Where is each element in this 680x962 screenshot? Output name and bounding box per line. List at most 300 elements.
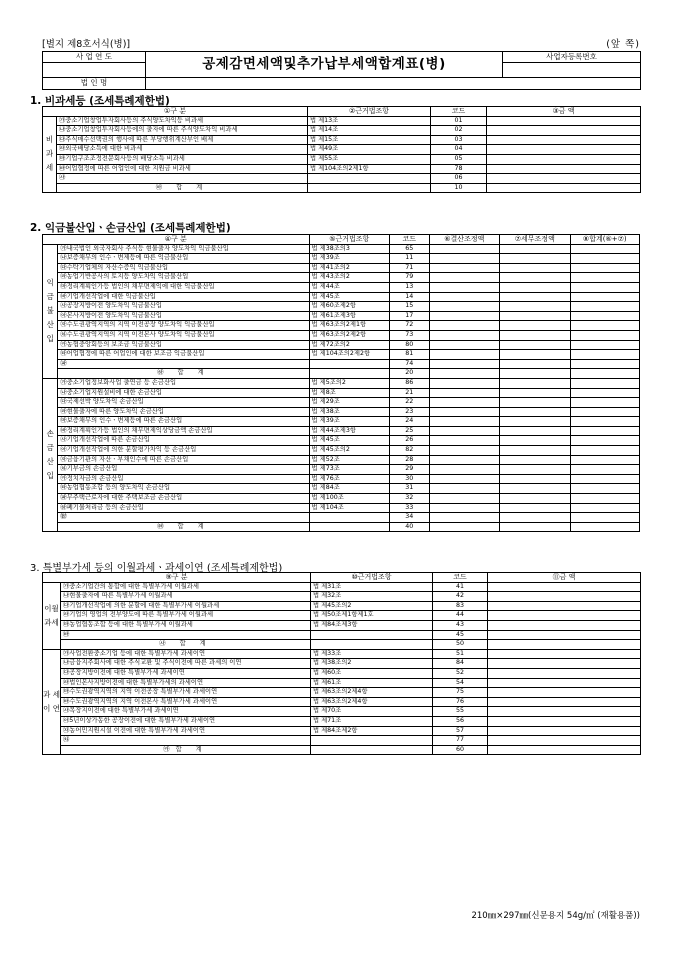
amount-cell[interactable] bbox=[500, 417, 570, 427]
col-header: ④구 분 bbox=[43, 235, 310, 245]
amount-cell[interactable] bbox=[570, 455, 639, 465]
table-row bbox=[43, 474, 640, 484]
col-header: ⑧합계(⑥+⑦) bbox=[570, 235, 639, 245]
header-table bbox=[42, 51, 641, 90]
amount-cell[interactable] bbox=[488, 649, 641, 659]
row-item: ㉰국제선박 양도차익 손금산입 bbox=[58, 398, 309, 408]
row-code: 82 bbox=[389, 446, 429, 456]
section2-table bbox=[42, 234, 640, 532]
amount-cell[interactable] bbox=[429, 465, 499, 475]
amount-cell[interactable] bbox=[429, 369, 499, 379]
amount-cell[interactable] bbox=[500, 263, 570, 273]
total-label: ㉸합 계 bbox=[61, 745, 311, 755]
row-item: ㉲정리계획인가등 법인의 채무면제익에 대한 익금불산입 bbox=[58, 282, 309, 292]
row-code: 57 bbox=[433, 726, 488, 736]
table-row bbox=[43, 254, 640, 264]
row-law: 법 제33조 bbox=[311, 649, 433, 659]
table-row bbox=[43, 350, 640, 360]
amount-cell[interactable] bbox=[570, 350, 639, 360]
amount-cell[interactable] bbox=[429, 474, 499, 484]
row-item: ㉮중소기업창업투자회사등의 주식양도차익등 비과세 bbox=[57, 116, 308, 126]
row-item: ㉱기업의 영업의 전부양도에 따른 특별부가세 이월과세 bbox=[61, 611, 311, 621]
table-row bbox=[43, 302, 640, 312]
table-row bbox=[43, 359, 640, 369]
row-law: 법 제49조 bbox=[308, 145, 431, 155]
amount-cell[interactable] bbox=[488, 659, 641, 669]
amount-cell[interactable] bbox=[487, 164, 641, 174]
row-code: 60 bbox=[433, 745, 488, 755]
amount-cell[interactable] bbox=[500, 446, 570, 456]
amount-cell[interactable] bbox=[429, 244, 499, 254]
row-item: ㉱현물출자에 따른 양도차익 손금산입 bbox=[58, 407, 309, 417]
row-law: 법 제38조의2 bbox=[311, 659, 433, 669]
amount-cell[interactable] bbox=[429, 494, 499, 504]
row-item: ㉯보증채무의 인수ㆍ변제등에 따른 익금불산입 bbox=[58, 254, 309, 264]
row-code: 23 bbox=[389, 407, 429, 417]
row-group-label: 익 금 불 산 입 bbox=[43, 244, 58, 378]
row-item: ㉳ bbox=[61, 630, 311, 640]
bizno-field[interactable] bbox=[503, 63, 641, 78]
row-code: 52 bbox=[433, 668, 488, 678]
amount-cell[interactable] bbox=[500, 455, 570, 465]
col-header: 코드 bbox=[431, 107, 487, 117]
row-code: 21 bbox=[389, 388, 429, 398]
table-row bbox=[43, 446, 640, 456]
table-row bbox=[43, 611, 641, 621]
row-item: ㉮중소기업정보화사업 출연금 등 손금산입 bbox=[58, 378, 309, 388]
amount-cell[interactable] bbox=[570, 292, 639, 302]
col-header: ①구 분 bbox=[43, 107, 308, 117]
amount-cell[interactable] bbox=[570, 484, 639, 494]
amount-cell[interactable] bbox=[488, 640, 641, 650]
row-law: 법 제60조제2항 bbox=[309, 302, 389, 312]
row-item: ㉳수도권광역지역의 지역 이전본사 특별부가세 과세이연 bbox=[61, 697, 311, 707]
amount-cell[interactable] bbox=[488, 620, 641, 630]
row-item: ㉰기업개선작업에 의한 분할에 대한 특별부가세 이월과세 bbox=[61, 601, 311, 611]
amount-cell[interactable] bbox=[429, 292, 499, 302]
amount-cell[interactable] bbox=[488, 726, 641, 736]
row-code: 06 bbox=[431, 174, 487, 184]
amount-cell[interactable] bbox=[500, 282, 570, 292]
col-header: ⑦세무조정액 bbox=[500, 235, 570, 245]
total-row bbox=[43, 522, 640, 532]
table-row bbox=[43, 649, 641, 659]
amount-cell[interactable] bbox=[570, 446, 639, 456]
amount-cell[interactable] bbox=[429, 513, 499, 523]
col-header: ③금 액 bbox=[487, 107, 641, 117]
amount-cell[interactable] bbox=[487, 183, 641, 193]
row-item: ㉯중소기업창업투자회사등에의 출자에 따른 주식양도차익 비과세 bbox=[57, 126, 308, 136]
row-code: 10 bbox=[431, 183, 487, 193]
row-law bbox=[309, 513, 389, 523]
row-code: 45 bbox=[433, 630, 488, 640]
amount-cell[interactable] bbox=[429, 311, 499, 321]
col-header: 코드 bbox=[389, 235, 429, 245]
row-code: 15 bbox=[389, 302, 429, 312]
amount-cell[interactable] bbox=[429, 340, 499, 350]
amount-cell[interactable] bbox=[488, 745, 641, 755]
amount-cell[interactable] bbox=[429, 398, 499, 408]
amount-cell[interactable] bbox=[570, 407, 639, 417]
row-code: 11 bbox=[389, 254, 429, 264]
table-row bbox=[43, 582, 641, 592]
amount-cell[interactable] bbox=[500, 254, 570, 264]
row-code: 31 bbox=[389, 484, 429, 494]
amount-cell[interactable] bbox=[429, 503, 499, 513]
row-item: ㉯중소기업지원설비에 대한 손금산입 bbox=[58, 388, 309, 398]
row-item: ㉰주식매수선택권의 행사에 따른 부당행위계산부인 배제 bbox=[57, 135, 308, 145]
amount-cell[interactable] bbox=[570, 522, 639, 532]
row-code: 01 bbox=[431, 116, 487, 126]
section3-table bbox=[42, 572, 641, 755]
amount-cell[interactable] bbox=[570, 340, 639, 350]
amount-cell[interactable] bbox=[488, 716, 641, 726]
row-item: ㉵5년이상가동한 공장이전에 대한 특별부가세 과세이연 bbox=[61, 716, 311, 726]
row-item: ㉳정리계획인가등 법인의 채무면제익상당금액 손금산입 bbox=[58, 426, 309, 436]
amount-cell[interactable] bbox=[570, 321, 639, 331]
row-code: 77 bbox=[433, 736, 488, 746]
year-field[interactable] bbox=[43, 63, 146, 78]
row-law: 법 제39조 bbox=[309, 417, 389, 427]
amount-cell[interactable] bbox=[500, 321, 570, 331]
col-header: ⑤근거법조항 bbox=[309, 235, 389, 245]
amount-cell[interactable] bbox=[429, 302, 499, 312]
total-row bbox=[43, 183, 641, 193]
row-item: ㉸정치자금의 손금산입 bbox=[58, 474, 309, 484]
bizno-label: 사업자등록번호 bbox=[503, 52, 641, 63]
amount-cell[interactable] bbox=[487, 126, 641, 136]
row-code: 41 bbox=[433, 582, 488, 592]
row-law: 법 제84조제2항 bbox=[311, 726, 433, 736]
row-code: 86 bbox=[389, 378, 429, 388]
amount-cell[interactable] bbox=[487, 135, 641, 145]
amount-cell[interactable] bbox=[500, 503, 570, 513]
amount-cell[interactable] bbox=[429, 359, 499, 369]
row-item: ㉲보증채무의 인수ㆍ변제등에 따른 손금산입 bbox=[58, 417, 309, 427]
amount-cell[interactable] bbox=[429, 484, 499, 494]
row-law: 법 제84조 bbox=[309, 484, 389, 494]
row-law bbox=[309, 522, 389, 532]
amount-cell[interactable] bbox=[488, 736, 641, 746]
row-item: ㉰수탁기업체의 자산수증익 익금불산입 bbox=[58, 263, 309, 273]
row-law: 법 제84조제3항 bbox=[311, 620, 433, 630]
row-group-label: 이월 과세 bbox=[43, 582, 61, 649]
table-row bbox=[43, 513, 640, 523]
table-row bbox=[43, 292, 640, 302]
row-code: 50 bbox=[433, 640, 488, 650]
row-item: ㉶수도권광역지역의 지역 이전공장 양도차익 익금불산입 bbox=[58, 321, 309, 331]
amount-cell[interactable] bbox=[500, 311, 570, 321]
row-law: 법 제32조 bbox=[311, 592, 433, 602]
amount-cell[interactable] bbox=[500, 292, 570, 302]
amount-cell[interactable] bbox=[570, 311, 639, 321]
section3-heading: 3. 특별부가세 등의 이월과세ㆍ과세이연 (조세특례제한법) bbox=[30, 563, 283, 574]
total-row bbox=[43, 640, 641, 650]
row-item: ㉴공장지방이전 양도차익 익금불산입 bbox=[58, 302, 309, 312]
row-law: 법 제61조 bbox=[311, 678, 433, 688]
amount-cell[interactable] bbox=[487, 116, 641, 126]
amount-cell[interactable] bbox=[429, 273, 499, 283]
table-row bbox=[43, 736, 641, 746]
amount-cell[interactable] bbox=[500, 388, 570, 398]
amount-cell[interactable] bbox=[429, 282, 499, 292]
amount-cell[interactable] bbox=[500, 359, 570, 369]
row-group-label: 과 세 이 연 bbox=[43, 649, 61, 755]
amount-cell[interactable] bbox=[500, 484, 570, 494]
col-header: ⑩근거법조항 bbox=[311, 573, 433, 583]
row-item: ㉷기부금의 손금산입 bbox=[58, 465, 309, 475]
row-code: 78 bbox=[431, 164, 487, 174]
row-law: 법 제55조 bbox=[308, 154, 431, 164]
row-law: 법 제29조 bbox=[309, 398, 389, 408]
amount-cell[interactable] bbox=[500, 302, 570, 312]
row-code: 81 bbox=[389, 350, 429, 360]
amount-cell[interactable] bbox=[570, 244, 639, 254]
row-law: 법 제104조의2제2항 bbox=[309, 350, 389, 360]
row-item: ㉳어업협정에 따른 어업인에 대한 지원금 비과세 bbox=[57, 164, 308, 174]
amount-cell[interactable] bbox=[429, 263, 499, 273]
amount-cell[interactable] bbox=[570, 474, 639, 484]
amount-cell[interactable] bbox=[488, 678, 641, 688]
amount-cell[interactable] bbox=[500, 426, 570, 436]
row-item: ㉲농업협동조합 등에 대한 특별부가세 이월과세 bbox=[61, 620, 311, 630]
table-row bbox=[43, 484, 640, 494]
row-law: 법 제38조의3 bbox=[309, 244, 389, 254]
row-code: 26 bbox=[389, 436, 429, 446]
amount-cell[interactable] bbox=[500, 273, 570, 283]
table-row bbox=[43, 273, 640, 283]
amount-cell[interactable] bbox=[500, 330, 570, 340]
table-row bbox=[43, 116, 641, 126]
row-code: 76 bbox=[433, 697, 488, 707]
table-row bbox=[43, 311, 640, 321]
amount-cell[interactable] bbox=[429, 378, 499, 388]
table-row bbox=[43, 426, 640, 436]
col-header: ⑪금 액 bbox=[488, 573, 641, 583]
table-row bbox=[43, 398, 640, 408]
amount-cell[interactable] bbox=[500, 494, 570, 504]
amount-cell[interactable] bbox=[570, 254, 639, 264]
amount-cell[interactable] bbox=[487, 145, 641, 155]
amount-cell[interactable] bbox=[500, 465, 570, 475]
form-title: 공제감면세액및추가납부세액합계표(병) bbox=[146, 52, 503, 78]
row-law: 법 제39조 bbox=[309, 254, 389, 264]
row-item: ㉵본사지방이전 양도차익 익금불산입 bbox=[58, 311, 309, 321]
row-law: 법 제45조의2 bbox=[309, 446, 389, 456]
row-law bbox=[311, 630, 433, 640]
amount-cell[interactable] bbox=[429, 321, 499, 331]
row-code: 29 bbox=[389, 465, 429, 475]
amount-cell[interactable] bbox=[500, 350, 570, 360]
row-code: 24 bbox=[389, 417, 429, 427]
row-code: 51 bbox=[433, 649, 488, 659]
amount-cell[interactable] bbox=[488, 630, 641, 640]
amount-cell[interactable] bbox=[570, 330, 639, 340]
amount-cell[interactable] bbox=[570, 398, 639, 408]
row-law: 법 제5조의2 bbox=[309, 378, 389, 388]
row-law: 법 제45조의2 bbox=[311, 601, 433, 611]
amount-cell[interactable] bbox=[488, 592, 641, 602]
amount-cell[interactable] bbox=[500, 398, 570, 408]
row-law: 법 제38조 bbox=[309, 407, 389, 417]
row-law: 법 제104조의2제1항 bbox=[308, 164, 431, 174]
amount-cell[interactable] bbox=[429, 446, 499, 456]
table-row bbox=[43, 145, 641, 155]
table-row bbox=[43, 659, 641, 669]
amount-cell[interactable] bbox=[488, 707, 641, 717]
table-row bbox=[43, 678, 641, 688]
row-item: ㉷ bbox=[61, 736, 311, 746]
table-row bbox=[43, 282, 640, 292]
row-law: 법 제45조 bbox=[309, 292, 389, 302]
row-item: ㉯현물출자에 따른 특별부가세 이월과세 bbox=[61, 592, 311, 602]
row-item: ㉰공장지방이전에 대한 특별부가세 과세이연 bbox=[61, 668, 311, 678]
col-header: ②근거법조항 bbox=[308, 107, 431, 117]
amount-cell[interactable] bbox=[570, 426, 639, 436]
amount-cell[interactable] bbox=[570, 513, 639, 523]
row-item: ㉴목장지이전에 대한 특별부가세 과세이연 bbox=[61, 707, 311, 717]
amount-cell[interactable] bbox=[570, 273, 639, 283]
row-code: 02 bbox=[431, 126, 487, 136]
row-item: ㉴기업개선작업에 따른 손금산입 bbox=[58, 436, 309, 446]
row-code: 14 bbox=[389, 292, 429, 302]
amount-cell[interactable] bbox=[429, 407, 499, 417]
row-item: ㉱농업기반공사의 토지등 양도차익 익금불산입 bbox=[58, 273, 309, 283]
amount-cell[interactable] bbox=[500, 340, 570, 350]
row-code: 40 bbox=[389, 522, 429, 532]
amount-cell[interactable] bbox=[429, 254, 499, 264]
col-header: 코드 bbox=[433, 573, 488, 583]
amount-cell[interactable] bbox=[429, 417, 499, 427]
page-side: (앞 쪽) bbox=[606, 39, 640, 50]
amount-cell[interactable] bbox=[500, 513, 570, 523]
amount-cell[interactable] bbox=[570, 465, 639, 475]
row-law: 법 제50조제1항제1호 bbox=[311, 611, 433, 621]
table-row bbox=[43, 455, 640, 465]
amount-cell[interactable] bbox=[429, 350, 499, 360]
amount-cell[interactable] bbox=[488, 582, 641, 592]
amount-cell[interactable] bbox=[488, 668, 641, 678]
amount-cell[interactable] bbox=[570, 282, 639, 292]
col-header: ⑥결산조정액 bbox=[429, 235, 499, 245]
row-code: 72 bbox=[389, 321, 429, 331]
amount-cell[interactable] bbox=[570, 263, 639, 273]
table-row bbox=[43, 630, 641, 640]
table-row bbox=[43, 321, 640, 331]
amount-cell[interactable] bbox=[429, 522, 499, 532]
row-code: 05 bbox=[431, 154, 487, 164]
row-law: 법 제73조 bbox=[309, 465, 389, 475]
amount-cell[interactable] bbox=[570, 388, 639, 398]
table-row bbox=[43, 503, 640, 513]
row-code: 04 bbox=[431, 145, 487, 155]
amount-cell[interactable] bbox=[500, 244, 570, 254]
amount-cell[interactable] bbox=[488, 697, 641, 707]
row-law bbox=[311, 640, 433, 650]
row-law: 법 제8조 bbox=[309, 388, 389, 398]
amount-cell[interactable] bbox=[488, 601, 641, 611]
table-row bbox=[43, 330, 640, 340]
amount-cell[interactable] bbox=[570, 359, 639, 369]
row-item: ㉲기업구조조정전문회사등의 배당소득 비과세 bbox=[57, 154, 308, 164]
amount-cell[interactable] bbox=[500, 436, 570, 446]
amount-cell[interactable] bbox=[570, 378, 639, 388]
amount-cell[interactable] bbox=[488, 611, 641, 621]
amount-cell[interactable] bbox=[570, 494, 639, 504]
row-code: 13 bbox=[389, 282, 429, 292]
row-law: 법 제63조의2제4항 bbox=[311, 697, 433, 707]
row-code: 30 bbox=[389, 474, 429, 484]
table-row bbox=[43, 697, 641, 707]
amount-cell[interactable] bbox=[488, 688, 641, 698]
amount-cell[interactable] bbox=[500, 474, 570, 484]
table-row bbox=[43, 707, 641, 717]
row-code: 43 bbox=[433, 620, 488, 630]
paper-spec: 210㎜×297㎜(신문용지 54g/㎡ (재활용품)) bbox=[471, 911, 640, 921]
row-code: 03 bbox=[431, 135, 487, 145]
row-law: 법 제76조 bbox=[309, 474, 389, 484]
row-code: 84 bbox=[433, 659, 488, 669]
row-code: 22 bbox=[389, 398, 429, 408]
row-law: 법 제70조 bbox=[311, 707, 433, 717]
table-row bbox=[43, 174, 641, 184]
amount-cell[interactable] bbox=[570, 503, 639, 513]
row-item: ㉱법인본사지방이전에 대한 특별부가세의 과세이연 bbox=[61, 678, 311, 688]
table-row bbox=[43, 726, 641, 736]
amount-cell[interactable] bbox=[500, 522, 570, 532]
amount-cell[interactable] bbox=[570, 417, 639, 427]
table-row bbox=[43, 465, 640, 475]
row-law bbox=[308, 174, 431, 184]
table-row bbox=[43, 407, 640, 417]
amount-cell[interactable] bbox=[500, 378, 570, 388]
amount-cell[interactable] bbox=[429, 330, 499, 340]
row-item: ㉵기업개선작업에 의한 분할평가차익 등 손금산입 bbox=[58, 446, 309, 456]
row-law bbox=[311, 736, 433, 746]
amount-cell[interactable] bbox=[487, 154, 641, 164]
amount-cell[interactable] bbox=[429, 388, 499, 398]
amount-cell[interactable] bbox=[570, 436, 639, 446]
amount-cell[interactable] bbox=[570, 302, 639, 312]
row-item: ㉱외국배당소득에 대한 비과세 bbox=[57, 145, 308, 155]
table-row bbox=[43, 135, 641, 145]
amount-cell[interactable] bbox=[429, 436, 499, 446]
table-row bbox=[43, 688, 641, 698]
row-item: ㉼ bbox=[58, 513, 309, 523]
amount-cell[interactable] bbox=[487, 174, 641, 184]
table-row bbox=[43, 668, 641, 678]
row-code: 44 bbox=[433, 611, 488, 621]
corp-field[interactable] bbox=[146, 78, 641, 90]
amount-cell[interactable] bbox=[570, 369, 639, 379]
amount-cell[interactable] bbox=[500, 407, 570, 417]
form-label: [별지 제8호서식(병)] bbox=[42, 39, 131, 50]
row-law: 법 제43조의2 bbox=[309, 273, 389, 283]
table-row bbox=[43, 340, 640, 350]
row-code: 79 bbox=[389, 273, 429, 283]
amount-cell[interactable] bbox=[429, 455, 499, 465]
row-law: 법 제104조 bbox=[309, 503, 389, 513]
row-item: ㉴ bbox=[57, 174, 308, 184]
row-item: ㉶금융기관의 자산ㆍ부채인수에 따른 손금산입 bbox=[58, 455, 309, 465]
table-row bbox=[43, 494, 640, 504]
row-item: ㉹어업협정에 따른 어업인에 대한 보조금 익금불산입 bbox=[58, 350, 309, 360]
amount-cell[interactable] bbox=[500, 369, 570, 379]
row-item: ㉸농협중앙회등의 보조금 익금불산입 bbox=[58, 340, 309, 350]
row-law: 법 제44조제3항 bbox=[309, 426, 389, 436]
amount-cell[interactable] bbox=[429, 426, 499, 436]
row-item: ㉷수도권광역지역의 지역 이전본사 양도차익 익금불산입 bbox=[58, 330, 309, 340]
